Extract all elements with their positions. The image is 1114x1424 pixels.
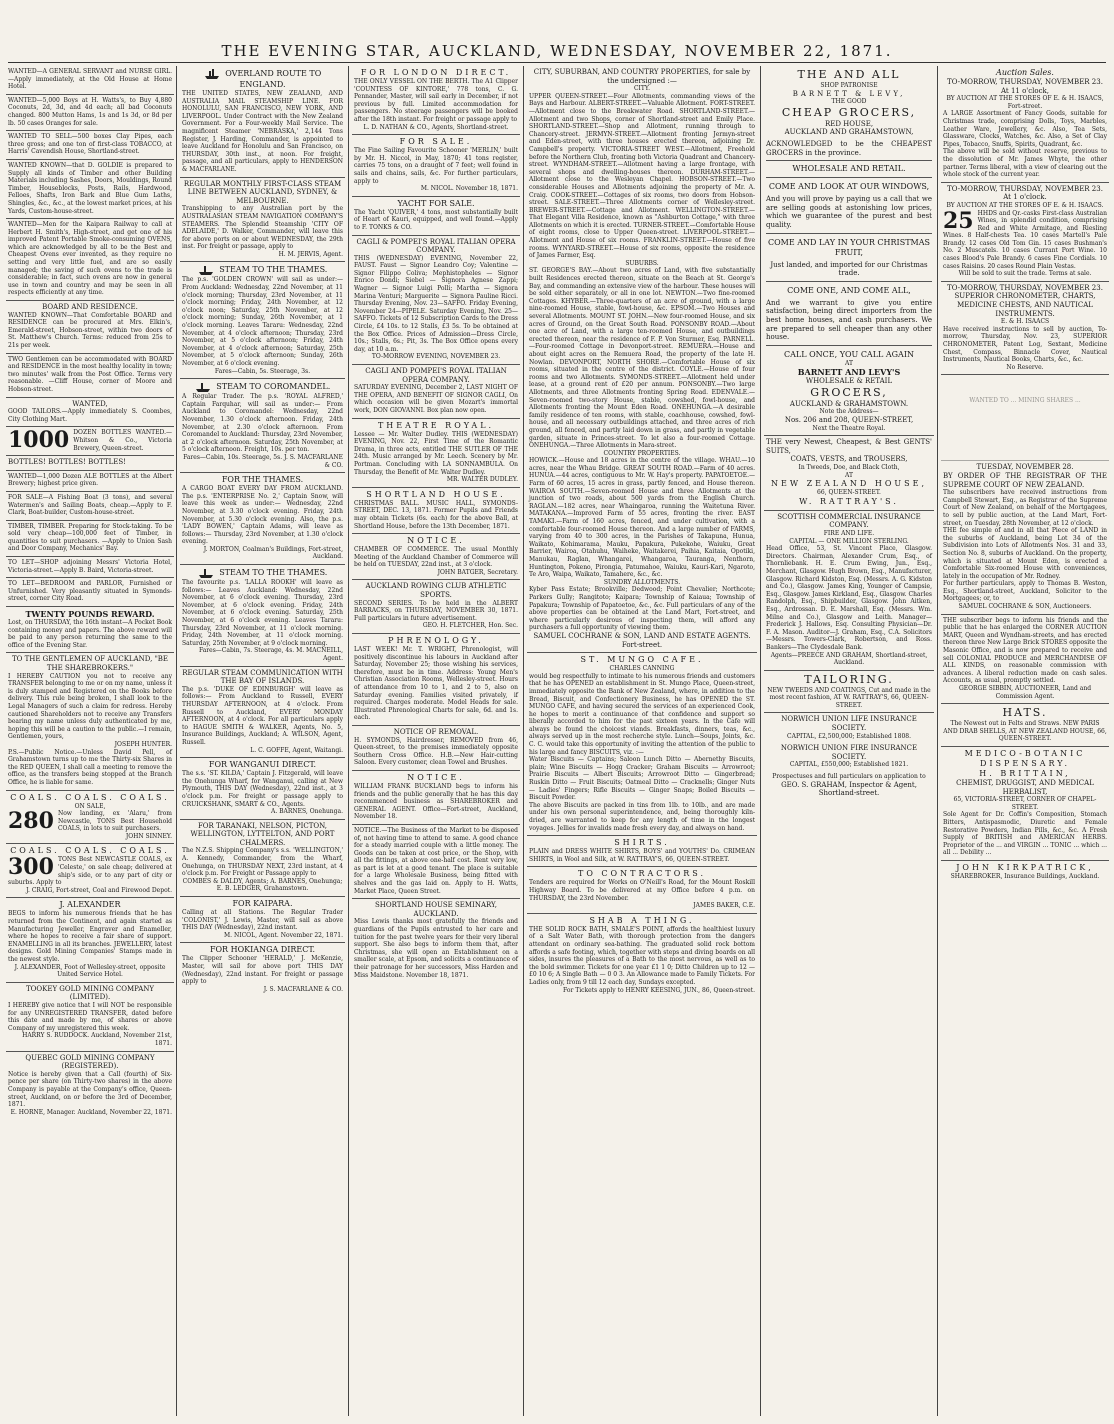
ad-heading: YACHT FOR SALE. — [397, 198, 475, 208]
ad-subheading: ON SALE, — [74, 802, 106, 810]
ad-text: THE SOLID ROCK BATH, SMALE'S POINT, affords the healthiest luxury of a Salt Water Bath, with thorough protection from the dangers attendant on ordinary sea-bathing. The graduated solid rock bottom affords a safe footing, which, together with steps and diving boards on all sides, insures the pleasures of a Bath to the most nervous, as well as to the bold swimmer. Tickets for one year £1 1 0; Ditto Children up to 12 — £0 10 6; A Single Bath — 0 0 3. An Allowance made to Family Tickets. For Ladies only, from 9 till 12 each day, Sundays excepted. — [529, 925, 755, 986]
ad-number: 25 — [943, 207, 974, 234]
ad-heading: J. ALEXANDER — [59, 900, 121, 910]
ad-subheading: BY AUCTION AT THE STORES OF E. & H. ISAACS. — [946, 201, 1104, 209]
ad-signature: JOHN BATGER, Secretary. — [437, 568, 518, 576]
ad-heading: TAILORING. — [804, 672, 894, 686]
ad-text: And we warrant to give you entire satisfaction, being direct importers from the best home houses, and cash purchasers. We are prepared to sell cheaper than any other house. — [766, 298, 932, 342]
ad-signature: L. C. GOFFE, Agent, Waitangi. — [250, 746, 343, 754]
ad-subheading: TO-MORROW, THURSDAY, NOVEMBER 23. — [947, 283, 1103, 292]
ad-kirkpatrick — [941, 861, 1109, 884]
ad-text: UPPER QUEEN-STREET.—Four Allotments, commanding views of the Bays and Harbour. ALBERT-STREET.—Valuable Allotment. FORT-STREET.—Allotment close to the Breakwater Road. SHORTLAND-STREET.—Allotment and two Shops, corner of Shortland-street and Emily Place. SHORTLAND-STREET.—Shop and Allotment, running through to Chancery-street. JERMYN-STREET.—Allotment fronting Jermyn-street and Eden-street, with three houses erected thereon, adjoining Dr. Campbell's property. VICTORIA-STREET WEST.—Allotment, Freehold before the Northern Club, fronting both Victoria Quadrant and Chancery-street. WYNDHAM-STREET.—Allotment having a large frontage, with several shops and dwelling-houses thereon. DURHAM-STREET.—Allotment close to the Wesleyan Chapel. HOBSON-STREET.—Two considerable Houses and Allotments adjoining the property of Mr. A. Craig. COOK-STREET.—Cottages of six rooms, two doors from Hobson-street. SALE-STREET.—Three Allotments corner of Wellesley-street. BREWER-STREET.—Cottage and Allotment. WELLINGTON-STREET.—That Elegant Villa Residence, known as "Ashburton Cottage," with three Allotments on which it is erected. TURNER-STREET.—Comfortable House of eight rooms, close to Upper Queen-street. LIVERPOOL-STREET.—Allotment and House of six rooms. FRANKLIN-STREET.—House of five rooms. WYNYARD-STREET.—House of six rooms, opposite the residence of James Farmer, Esq. — [529, 92, 755, 260]
ad-signature: GEORGE SIBBIN, AUCTIONEER, Land and Commission Agent. — [958, 685, 1092, 700]
ad-islands — [180, 667, 345, 759]
ad-text: Next the Theatre Royal. — [812, 424, 886, 432]
ad-subheading: WHOLESALE AND RETAIL. — [766, 160, 932, 178]
ad-subheading: CAPITAL — ONE MILLION STERLING. — [789, 537, 909, 545]
column-3 — [352, 66, 520, 1416]
ad-text: The above will be sold without reserve, previous to the dissolution of Mr. James Whyte, the other partner. Terms liberal, with a view of clearing out the whole stock of the current year. — [943, 148, 1107, 179]
ad-heading: NORWICH UNION LIFE INSURANCE SOCIETY. — [781, 715, 917, 733]
ad-text: WANTED KNOWN—that D. GOLDIE is prepared to Supply all kinds of Timber and other Building Materials including Sashes, Doors, Mouldings, Round Timber, Houseblocks, Posts, Rails, Hardwood, Felloes, Shafts, Iron Bark and Blue Gum Laths, Shingles, &c., &c., at the lowest market prices, at his Yards, Custom-house-street. — [8, 161, 172, 215]
ad-heading: STEAM TO THE THAMES. — [219, 265, 328, 275]
ad-subheading: FIRE AND LIFE. — [823, 530, 875, 537]
ad-shop — [6, 557, 174, 578]
ad-coals-2 — [6, 844, 174, 898]
ad-heading: FOR KAIPARA. — [232, 899, 293, 909]
ad-signature: H. M. JERVIS, Agent. — [278, 250, 343, 258]
ad-heading: FOR HOKIANGA DIRECT. — [209, 945, 316, 955]
ad-auction-2 — [941, 183, 1109, 282]
ad-text: The p.s. 'DUKE OF EDINBURGH' will leave as follows:— From Auckland to Russell, EVERY THURSDAY AFTERNOON, at 4 o'clock. From Russell to Auckland, EVERY MONDAY AFTERNOON, at 4 o'clock. For all particulars apply to HAGUE SMITH & WALKER, Agents, No. 5, Insurance Buildings, Auckland; A. WILSON, Agent, Russell. — [182, 685, 343, 746]
ad-boat — [6, 492, 174, 521]
ad-subheading: CITY. — [633, 85, 651, 93]
ad-heading: TWENTY POUNDS REWARD. — [25, 609, 155, 620]
ad-text: Tenders are required for Works on O'Neill's Road, for the Mount Roskill Highway Board. To be delivered at my Office before 4 p.m. on THURSDAY, the 23rd November. — [529, 879, 755, 902]
ad-text: I HEREBY give notice that I will NOT be responsible for any UNREGISTERED TRANSFER, dated before this date and made by me, of shares or above Company of my unregistered this week. — [8, 1001, 172, 1032]
ad-phrenology — [352, 634, 520, 726]
ad-text: Calling at all Stations. The Regular Trader 'COLONIST,' J. Lewis, Master, will sail as above THIS DAY (Wednesday), 22nd instant. — [182, 909, 343, 932]
ad-text: TIMBER, TIMBER. Preparing for Stock-taking. To be sold very cheap—100,000 feet of Timber, in quantities to suit purchasers. —Apply to Union Sash and Door Company, Mechanics' Bay. — [8, 522, 172, 553]
ad-signature: JOHN SINNEY. — [125, 832, 172, 840]
ad-properties — [527, 66, 757, 653]
ad-text: THE UNITED STATES, NEW ZEALAND, AND AUSTRALIA MAIL STEAMSHIP LINE. FOR HONOLULU, SAN FRANCISCO, NEW YORK, AND LIVERPOOL. Under Contract with the New Zealand Government. For a Four-weekly Mail Service. The magnificent Steamer 'NEBRASKA,' 2,144 Tons Register, J. Harding, Commander, is appointed to leave Auckland for Honolulu and San Francisco, on THURSDAY, 30th inst., at noon. For freight, passage, and all particulars, apply to HENDERSON & MACFARLANE. — [182, 90, 343, 173]
ad-subheading: COME AND LOOK AT OUR WINDOWS, — [768, 182, 930, 192]
ad-text: Miss Lewis thanks most gratefully the friends and guardians of the Pupils entrusted to her care and tuition for the past twelve years for their very liberal support. She also begs to inform them that, after Christmas, she will open an Establishment on a smaller scale, at Epsom, and solicits a continuance of their patronage for her successors, Miss Harden and Miss Maidstone. November 18, 1871. — [354, 918, 518, 979]
ad-heading: COALS. COALS. COALS. — [10, 846, 170, 856]
ad-text: BEGS to inform his numerous friends that he has returned from the Continent, and again started as Manufacturing Jeweller, Engraver and Enameller, where he hopes to receive a fair share of support. ENAMELLING in all its branches. JEWELLERY, latest designs. Gold Mining Companies' Stamps made in the newest style. — [8, 910, 172, 963]
ad-subheading: WHOLESALE & RETAIL — [805, 377, 893, 386]
ad-shortland — [352, 488, 520, 534]
ad-subheading: CALL ONCE, YOU CALL AGAIN — [766, 345, 932, 360]
ad-text: PLAIN and DRESS WHITE SHIRTS, BOYS' and YOUTHS' Do. CRIMEAN SHIRTS, in Wool and Silk, at W. RATTRAY'S, 66, QUEEN-STREET. — [529, 848, 755, 863]
column-2 — [180, 66, 345, 1416]
ad-heading: NOTICE. — [407, 772, 465, 782]
ad-heading: STEAM TO THE THAMES. — [219, 568, 328, 578]
ad-text: For further particulars, apply to Thomas B. Weston, Esq., Shortland-street, Auckland, Solicitor to the Mortgagees; or, to — [943, 580, 1107, 603]
masthead — [0, 0, 1114, 60]
ad-heading: NORWICH UNION FIRE INSURANCE SOCIETY. — [780, 744, 918, 761]
ad-heading: CITY, SUBURBAN, AND COUNTRY PROPERTIES, for sale by the undersigned :— — [533, 68, 751, 85]
ad-text: THE ONLY VESSEL ON THE BERTH. The A1 Clipper 'COUNTESS OF KINTORE,' 778 tons, C. G. Pennander, Master, will sail early in December, if not previous by full. Limited accommodation for passengers. No steerage passengers will be booked after the 18th instant. For freight or passage apply to — [354, 78, 518, 123]
ad-quebec — [6, 1052, 174, 1120]
ad-barnett-levy — [764, 66, 934, 436]
ad-heading: SHORTLAND HOUSE. — [366, 489, 506, 499]
ad-heading: NOTICE. — [407, 536, 465, 546]
ad-text: LAST WEEK! Mr. T. WRIGHT, Phrenologist, will positively discontinue his labours in Auckland after Saturday, November 25; those wishing his services, therefore, must be in time. Address: Young Men's Christian Association Rooms, Wellesley-street. Hours of attendance from 10 to 1, and 2 to 5, also on Saturday evening. Families visited privately, if required. Charges moderate. Model Heads for sale. Illustrated Phrenological Charts for sale, 6d. and 1s. each. — [354, 646, 518, 722]
steamship-icon — [198, 264, 214, 276]
ad-signature: Fares—Cabin, 10s. Steerage, 5s. J. S. MACFARLANE & CO. — [183, 453, 343, 469]
ad-text: The Fine Sailing Favourite Schooner 'MERLIN,' built by Mr. H. Niccol, in May, 1870; 41 tons register, carries 75 tons, on a draught of 7 feet; well found in sails and chains, sails, &c. For further particulars, apply to — [354, 147, 518, 185]
ad-theatre — [352, 419, 520, 488]
ad-text: Water Biscuits — Captains; Saloon Lunch Ditto — Abernethy Biscuits, plain; Wine Biscuits — Hogg Cracker; Graham Biscuits — Arrowroot; Prairie Biscuits — Albert Biscuits; Arrowroot Ditto — Gingerbread; Ruskin Ditto — Fruit Biscuits; Oatmeal Ditto — Cracknells; Ginger Nuts — Ladies' Fingers; Rifle Biscuits — Ginger Snaps; Boiled Biscuits — Biscuit Powder. — [529, 756, 755, 802]
ad-text: Lost, on THURSDAY, the 16th instant—A Pocket Book containing money and papers. The above reward will be paid to any person returning the same to the office of the Evening Star. — [8, 619, 172, 649]
ad-text: P.S.—Public Notice.—Unless David Pell, of Grahamstown turns up to me the Thirty-six Shares in the RED QUEEN, I shall call a meeting to remove the office, as the transfers being stopped at the Branch Office, he is liable for same. — [8, 748, 172, 786]
ad-opera — [352, 236, 520, 366]
ad-lalla — [180, 565, 345, 667]
ad-signature: L. D. NATHAN & CO., Agents, Shortland-street. — [363, 123, 509, 131]
ad-caution — [6, 653, 174, 790]
ad-heading: FOR THE THAMES. — [221, 475, 304, 485]
ad-subheading: COUNTRY PROPERTIES. — [603, 449, 681, 457]
ad-auction-3 — [941, 282, 1109, 376]
ad-hokianga — [180, 943, 345, 996]
ad-servant — [6, 66, 174, 95]
ad-text: The above Biscuits are packed in tins from 1lb. to 10lb., and are made under his own personal superintendence, and, being thoroughly kiln-dried, are warranted to keep for any length of time in the longest voyages. Jellies for invalids made fresh every day, and always on hand. — [529, 801, 755, 832]
ad-text: Note the Address— — [819, 408, 879, 416]
masthead-title: THE EVENING STAR, AUCKLAND, WEDNESDAY, NOVEMBER 22, 1871. — [221, 42, 893, 60]
ad-text: TONS Best NEWCASTLE COALS, ex 'Celeste,' on sale cheap; delivered at ship's side, or to any part of city or suburbs. Apply to — [8, 856, 172, 887]
ad-norwich — [764, 713, 934, 800]
ad-heading: THEATRE ROYAL. — [377, 420, 495, 430]
ad-text: 65, VICTORIA-STREET, CORNER OF CHAPEL-STREET. — [953, 796, 1097, 811]
column-rule — [176, 66, 177, 1416]
ad-text: WANTED TO ... MINING SHARES ... — [969, 397, 1081, 405]
ad-text: In Tweeds, Doe, and Black Cloth, — [798, 464, 900, 472]
column-1 — [6, 66, 174, 1416]
ad-heading: SUPERIOR CHRONOMETER, CHARTS, MEDICINE CHESTS, AND NAUTICAL INSTRUMENTS. — [954, 292, 1096, 318]
ad-signature: J. S. MACFARLANE & CO. — [263, 985, 343, 993]
ad-auction-4 — [941, 461, 1109, 614]
ad-signature: A. BARNES, Onehunga. — [271, 808, 343, 816]
ad-subheading: SUNDRY ALLOTMENTS. — [603, 578, 681, 586]
ad-signature: J. ALEXANDER, Foot of Wellesley-street, opposite United Service Hotel. — [14, 963, 166, 979]
ad-signature: J. MORTON, Coalman's Buildings, Fort-street, Auckland. — [203, 545, 343, 561]
ad-text: ST. GEORGE'S BAY.—About two acres of Land, with five substantially built Residences erected thereon, situate on the Beach at St. George's Bay, and commanding an extensive view of the harbour. These houses will be sold either separately, or all in one lot. NEWTON.—Two fine-roomed Cottages. KHYBER.—Three-quarters of an acre of ground, with a large nine-roomed House, stable, fowl-house, &c. EPSOM.—Two Houses and several Allotments. MOUNT ST. JOHN.—New four-roomed House, and six acres of Ground, on the Great South Road. PONSONBY ROAD.—About one acre of Land, with a large ten-roomed House, and outbuildings erected thereon, near the residence of F. P. Von Sturmer, Esq. PARNELL.—Four-roomed Cottage in Devonport-street. REMUERA.—House and about eight acres on the Remuera Road, the property of the late H. Nowlan. DEVONPORT, NORTH SHORE.—Comfortable House of six rooms, situated in the centre of the district. COYLE.—House of four rooms and two Allotments. SYMONDS-STREET.—Allotment held under lease, at a ground rent of £20 per annum. PONSONBY.—Two large Allotments, and three Allotments fronting Spring Road. EDENVALE.—Seven-roomed two-story House, stable, cowshed, fowl-house, and Allotments fronting the Mount Eden Road. ONEHUNGA.—A desirable family residence of ten rooms, with stable, coachhouse, cowshed, fowl-house, and all necessary outbuildings attached, and three acres of rich ground, all fenced, and partly laid down in grass, and partly in vegetable garden, situate in Princes-street. To let also a four-roomed Cottage. ONEHUNGA.—Three Allotments in Mara-street. — [529, 267, 755, 450]
ad-tailoring — [764, 671, 934, 714]
ad-subheading: H. BRITTAIN, — [979, 768, 1071, 778]
ad-subheading: SUBURBS. — [625, 259, 659, 267]
ad-signature: Agents—PREECE AND GRAHAM, Shortland-street, Auckland. — [770, 651, 928, 667]
ad-text: No Reserve. — [1006, 363, 1044, 371]
ad-heading: TO THE GENTLEMEN OF AUCKLAND, "BE THE SHAREBROKERS." — [11, 655, 169, 672]
ad-heading-row — [182, 68, 343, 90]
ad-signature: W. RATTRAY'S. — [799, 496, 899, 506]
ad-signature: GEO. S. GRAHAM, Inspector & Agent, Shortland-street. — [781, 780, 917, 798]
ad-notice2 — [352, 771, 520, 825]
ad-text: would beg respectfully to intimate to his numerous friends and customers that he has OPENED an establishment in St. Mungo Place, Queen-street, immediately opposite the Bank of New Zealand, where, in addition to the Bread, Biscuit, and Confectionery Business, he has OPENED the ST. MUNGO CAFE, and having secured the services of an experienced Cook, he hopes to merit a continuance of that confidence and support so liberally accorded to him for the past sixteen years. In the Cafe will always be found the choicest viands. Breakfasts, dinners, teas, &c., always served up in the most recherche style. Lunch—Soups, Joints, &c. C. C. would take this opportunity of inviting the attention of the public to his large and fancy BISCUITS, viz. :— — [529, 672, 755, 756]
ad-forthames — [180, 473, 345, 565]
ad-heading: OVERLAND ROUTE TO ENGLAND. — [225, 69, 322, 89]
ad-tosell — [6, 131, 174, 160]
ad-text: DOZEN BOTTLES WANTED.—Whitson & Co., Victoria Brewery, Queen-street. — [73, 429, 172, 452]
ad-text: GOOD TAILORS.—Apply immediately S. Coombes, City Clothing Mart. — [8, 408, 172, 423]
ad-heading-row — [182, 381, 343, 393]
ad-subheading: BARNETT & LEVY, — [792, 89, 906, 98]
ad-subheading: CHEMIST, DRUGGIST, AND MEDICAL HERBALIST, — [956, 778, 1094, 796]
ad-heading: THE AND ALL — [797, 68, 901, 81]
ad-market — [352, 825, 520, 899]
ad-heading: STEAM TO COROMANDEL. — [216, 382, 331, 392]
ad-bottles — [6, 427, 174, 456]
ad-auction-1 — [941, 66, 1109, 183]
ad-bathing — [527, 914, 757, 997]
ad-heading: FOR LONDON DIRECT. — [360, 68, 512, 77]
ad-text: The N.Z.S. Shipping Company's s.s. 'WELLINGTON,' A. Kennedy, Commander, from the Wharf, Onehunga, on THURSDAY NEXT, 23rd instant, at 4 o'clock p.m. For Freight or Passage apply to — [182, 847, 343, 878]
ad-text: CAPITAL, £2,500,000; Established 1808. — [787, 732, 911, 740]
ad-text: The s.s. 'ST. KILDA,' Captain J. Fitzgerald, will leave the Onehunga Wharf, for Wanganui, calling at New Plymouth, THIS DAY (Wednesday), 22nd inst., at 3 o'clock p.m. For freight or passage apply to CRUICKSHANK, SMART & CO., Agents. — [182, 770, 343, 808]
ad-overland — [180, 66, 345, 178]
ad-subheading: AUCKLAND & GRAHAMSTOWN. — [789, 399, 909, 408]
column-rule — [760, 66, 761, 1416]
ad-subheading: NEW ZEALAND HOUSE, — [771, 479, 927, 489]
ad-signature: Fares—Cabin, 7s. Steerage, 4s. M. MACNEILL, Agent. — [198, 647, 343, 662]
ad-text: SATURDAY EVENING, December 2, LAST NIGHT OF THE OPERA, AND BENEFIT OF SIGNOR CAGLI, On which occasion will be given Mozart's immortal work, DON GIOVANNI. Box plan now open. — [354, 384, 518, 414]
ad-subheading: COME ONE, AND COME ALL, — [766, 281, 932, 296]
ad-text: WANTED—1,000 Dozen ALE BOTTLES at the Albert Brewery; highest price given. — [8, 472, 172, 488]
ad-heading: CAGLI & POMPEI'S ROYAL ITALIAN OPERA COMPANY. — [356, 237, 516, 255]
ad-signature: Fares—Cabin, 5s. Steerage, 3s. — [214, 367, 311, 375]
ad-number: 1000 — [8, 427, 70, 454]
ad-heading: FOR SALE. — [399, 137, 473, 147]
ad-text: The p.s. 'GOLDEN CROWN' will sail as under:— From Auckland: Wednesday, 22nd November, at 11 o'clock morning; Thursday, 23rd November, at 11 o'clock morning; Friday, 24th November, at 12 o'clock noon; Saturday, 25th November, at 12 o'clock morning; Sunday, 26th November, at 1 o'clock morning. Leaves Tararu: Wednesday, 22nd November, at 4 o'clock afternoon; Thursday, 23rd November, at 5 o'clock afternoon; Friday, 24th November, at 4 o'clock afternoon; Saturday, 25th November, at 5 o'clock afternoon; Sunday, 26th November, at 6 o'clock evening. — [182, 276, 343, 367]
ad-text: THIS (WEDNESDAY) EVENING, November 22, FAUST. Faust — Signor Leandro Coy; Valentine — Signor Filippo Coliva; Mephistopheles — Signor Enrico Dondi; Siebel — Signora Agnese Zappi; Wagner — Signor Luigi Polli; Martha — Signora Marina Venturi; Marguerite — Signora Pauline Ricci. Thursday Evening, Nov. 23—SAFFO. Friday Evening, November 24—PIPELE. Saturday Evening, Nov. 25—SAFFO. Tickets of 12 Subscription Cards to the Dress Circle, £4 10s. to 12 Stalls, £3 5s. To be obtained at the Box Office. Prices of Admission—Dress Circle, 10s.; Stalls, 6s.; Pit, 3s. The Box Office opens every day, at 10 a.m. — [354, 254, 518, 353]
ad-coconuts — [6, 95, 174, 131]
ad-text: TO LET—BEDROOM and PARLOR, Furnished or Unfurnished. Very pleasantly situated in Symonds-street, corner City Road. — [8, 580, 172, 603]
ad-text: WANTED—5,000 Boys at H. Watts's, to Buy 4,880 Coconuts, 2d, 3d, and 4d each; all bad Coconuts changed. 800 Mutton Hams, 1s and 1s 3d, or 8d per lb. 50 cases Oranges for sale. — [8, 96, 172, 127]
ad-text: WILLIAM FRANK BUCKLAND begs to inform his friends and the public generally that he has this day recommenced business as SHAREBROKER and GENERAL AGENT. Office—Fort-street, Auckland, November 18. — [354, 782, 518, 821]
ad-heading: WANTED, — [72, 399, 108, 408]
ad-text: HHDS and Qr.-casks First-class Australian Wines, in splendid condition, comprising Red and White Armitage, and Riesling Wines. 8 Half-chests Tea. 10 cases Martell's Pale Brandy. 12 cases Old Tom Gin. 15 cases Bushman's No. 2 Muscatels. 10 cases Currant Port Wine. 10 cases Blood's Pale Brandy. 6 cases Fine Cordials. 10 cases Raisins. 20 cases Round Plain Vestas. — [943, 209, 1107, 270]
ad-tailors — [6, 398, 174, 428]
column-4 — [527, 66, 757, 1416]
ad-text: Head Office, 53, St. Vincent Place, Glasgow. Directors. Chairman, Alexander Crum, Esq., of Thornliebank. H. E. Crum Ewing, Jun., Esq., Merchant, Glasgow. Hugh Brown, Esq., Manufacturer, Glasgow. Richard Kidston, Esq. (Messrs. A. G. Kidston and Co.), Glasgow. James King, Younger of Campsie, Esq., Glasgow. James Kirkland, Esq., Glasgow. Charles Randolph, Esq., Shipbuilder, Glasgow. John Aitken, Esq., Ardrossan. D. E. Marshall, Esq. (Messrs. Wm. Milne and Co.), Glasgow and Leith. Manager—Frederick J. Hallows, Esq. Consulting Physician—Dr. F. A. Mason. Auditor—J. Graham, Esq., C.A. Solicitors—Messrs. Towers-Clark, Robertson, and Ross. Bankers—The Clydesdale Bank. — [766, 545, 932, 651]
ad-rowing — [352, 580, 520, 634]
ad-text: AT — [844, 471, 853, 479]
ad-subheading: TO-MORROW, THURSDAY, NOVEMBER 23. At 1 o'clock. — [947, 184, 1103, 202]
ad-text: Nos. 206 and 208, QUEEN-STREET, — [784, 416, 914, 425]
ad-text: Have received instructions to sell by auction, To-morrow, Thursday, Nov. 23, SUPERIOR CHRONOMETER, Patent Log, Sextant, Medicine Chest, Compass, Binnacle Cover, Nautical Instruments, Nautical Books, Charts, &c., &c. — [943, 325, 1107, 364]
ad-text: TO LET—SHOP adjoining Messrs' Victoria Hotel, Victoria-street.—Apply B. Baird, Victoria-street. — [8, 559, 172, 574]
ad-notice — [352, 534, 520, 580]
ad-hats — [941, 704, 1109, 747]
ad-text: FOR SALE—A Fishing Boat (3 tons), and several Watermen's and Sailing Boats, cheap.—Apply to F. Clark, Boat-builder, Custom-house-street. — [8, 493, 172, 517]
ad-taranaki — [180, 820, 345, 897]
ad-medico — [941, 747, 1109, 861]
ad-signature: SAMUEL COCHRANE & SON, LAND AND ESTATE AGENTS. Fort-street. — [533, 631, 751, 649]
column-6 — [941, 66, 1109, 1416]
ad-text: The Clipper Schooner 'HERALD,' J. McKenzie, Master, will sail for above port THIS DAY (Wednesday), 22nd instant. For freight or passage apply to — [182, 955, 343, 986]
ad-sibbin — [941, 615, 1109, 705]
ad-contractors — [527, 867, 757, 913]
ad-text: NOTICE.—The Business of the Market to be disposed of, not having time to attend to same. A good chance for a steady married couple with a little money. The Goods can be taken at cost price, or the Shop, with all the fittings, at above one-half cost. Rent very low, as part is let at a good tenant. The place is suitable for a large Wholesale Business, being fitted with shelves and the gas laid on. Apply to H. Watts, Market Place, Queen Street. — [354, 826, 518, 895]
column-5 — [764, 66, 934, 1416]
ad-subheading: THE GOOD — [831, 98, 867, 106]
ad-heading: FOR TARANAKI, NELSON, PICTON, WELLINGTON, LYTTELTON, AND PORT CHALMERS. — [190, 821, 335, 847]
ad-heading: Auction Sales. — [996, 68, 1054, 77]
ad-signature: M. NICOL, Agent. November 22, 1871. — [224, 931, 343, 939]
ad-ale — [6, 471, 174, 492]
ad-text: And you will prove by paying us a call that we are selling goods at astonishing low prices, which we guarantee of the purest and best quality. — [766, 195, 932, 229]
ad-heading: SHORTLAND HOUSE SEMINARY, AUCKLAND. — [374, 901, 497, 918]
ad-scottish — [764, 511, 934, 671]
ad-text: SECOND SERIES. To be held in the ALBERT BARRACKS, on THURSDAY, NOVEMBER 30, 1871. Full particulars in future advertisement. — [354, 599, 518, 622]
ad-text: Kyber Pass Estate; Brookville; Dedwood; Point Chevalier; Northcote; Parkers Gully; Rangitoto; Kaipara; Township of Kaiaua; Township of Papakura; Township of Papatoetoe, &c., &c. Full particulars of any of the above properties can be obtained at the Land Mart, Fort-street, and where particularly desirous of inspecting them, will afford any purchasers a full opportunity of viewing them. — [529, 586, 755, 632]
ad-signature: For Tickets apply to HENRY KEESING, JUN., 86, Queen-street. — [563, 986, 755, 994]
ad-text: A CARGO BOAT EVERY DAY FROM AUCKLAND. The p.s. 'ENTERPRISE No. 2,' Captain Snow, will leave this week as under:— Wednesday, 22nd November, at 3.30 o'clock evening. Friday, 24th November, at 5.30 o'clock evening. Also, the p.s. 'LADY BOWEN,' Captain Adams, will leave as follows:— Thursday, 23rd November, at 1.30 o'clock evening. — [182, 485, 343, 546]
steamship-icon — [204, 68, 220, 80]
ad-signature: GEO. H. FLETCHER, Hon. Sec. — [422, 622, 518, 630]
ad-text: Will be sold to suit the trade. Terms at sale. — [958, 270, 1092, 278]
ad-subheading: E. & H. ISAACS — [1000, 318, 1050, 326]
ad-signature: MR. WALTER DUDLEY. — [446, 476, 518, 484]
column-rule — [523, 66, 524, 1416]
ad-subheading: TO-MORROW, THURSDAY, NOVEMBER 23. At 11 o'clock, — [947, 78, 1103, 95]
ad-thames — [180, 262, 345, 379]
ad-signature: COMBES & DALDY, Agents; A. BARNES, Onehunga; E. B. LEDGER, Grahamstown. — [182, 877, 343, 893]
ad-removal — [352, 726, 520, 771]
ad-text: Sole Agent for Dr. Coffin's Composition, Stomach Bitters, Antispasmodic, Diuretic and Female Restorative Powders, Indian Pills, &c., &c. A Fresh Supply of BRITISH and AMERICAN HERBS. Proprietor of the ... and VIRGIN ... TONIC ... which ... all ... Debility ... — [943, 811, 1107, 857]
ad-text: H. SYMONDS, Hairdresser, REMOVED from 46, Queen-street, to the premises immediately opposite Southern Cross Office. H.B.—New Hair-cutting Saloon. Every customer, clean Towel and Brushes. — [354, 736, 518, 767]
ad-subheading: CHARLES CANNING — [609, 665, 675, 673]
ad-heading: SCOTTISH COMMERCIAL INSURANCE COMPANY. — [777, 512, 921, 530]
ad-text: ACKNOWLEDGED to be the CHEAPEST GROCERS in the province. — [766, 139, 932, 157]
ad-heading: QUEBEC GOLD MINING COMPANY (REGISTERED). — [25, 1053, 155, 1071]
ad-goldie — [6, 160, 174, 219]
ad-text: The Newest out in Felts and Straws. NEW PARIS AND DRAB SHELLS, AT NEW ZEALAND HOUSE, 66, QUEEN-STREET. — [943, 720, 1107, 743]
masthead-rule — [8, 62, 1106, 63]
ad-heading: FOR WANGANUI DIRECT. — [208, 760, 317, 770]
ad-text: SHAREBROKER, Insurance Buildings, Auckland. — [950, 872, 1100, 880]
ad-subheading: AUCKLAND AND GRAHAMSTOWN, — [784, 128, 914, 137]
ad-coals-1 — [6, 791, 174, 845]
ad-signature: JOSEPH HUNTER. — [114, 740, 172, 748]
ad-bottles2 — [6, 456, 174, 471]
ad-board — [6, 301, 174, 354]
ad-faded — [941, 375, 1109, 461]
ad-heading: HATS. — [1002, 706, 1048, 720]
ad-note: TO-MORROW EVENING, NOVEMBER 23. — [371, 353, 501, 361]
ad-signature: M. NICOL. November 18, 1871. — [420, 185, 518, 193]
ad-heading: SHIRTS. — [614, 838, 670, 848]
ad-monthly — [180, 178, 345, 263]
ad-opera2 — [352, 365, 520, 419]
ad-heading: TO CONTRACTORS. — [577, 869, 707, 879]
ad-heading: NOTICE OF REMOVAL. — [393, 727, 479, 736]
ad-heading: COALS. COALS. COALS. — [10, 792, 170, 802]
ad-signature: JAMES BAKER, C.E. — [693, 902, 755, 910]
ad-signature: J. CRAIG, Fort-street, Coal and Firewood Depot. — [26, 886, 172, 894]
ad-text: CHRISTMAS BALL. MUSIC HALL, SYMONDS-STREET, DEC. 13, 1871. Former Pupils and Friends may obtain Tickets (6s. each) for the above Ball, at Shortland House, before the 13th December, 1871. — [354, 499, 518, 530]
ad-heading: SHAB A THING. — [589, 915, 695, 925]
ad-text: CHAMBER OF COMMERCE. The usual Monthly Meeting of the Auckland Chamber of Commerce will be held on TUESDAY, 22nd inst., at 3 o'clock. — [354, 546, 518, 569]
ad-text: Lessee — Mr. Walter Dudley. THIS (WEDNESDAY) EVENING, Nov. 22, First Time of the Romantic Drama, in three acts, entitled THE SUTLER OF THE 24th. Music arranged by Mr. Leech. Scenery by Mr. Portman. Concluding with LA SONNAMBULA. On Thursday, the Benefit of Mr. Walter Dudley. — [354, 430, 518, 476]
ad-subheading: COATS, VESTS, and TROUSERS, — [790, 455, 908, 464]
ad-reward — [6, 607, 174, 653]
ad-heading: REGULAR STEAM COMMUNICATION WITH THE BAY OF ISLANDS. — [182, 668, 343, 686]
ad-bedroom — [6, 578, 174, 607]
ad-london — [352, 66, 520, 135]
ad-text: A LARGE Assortment of Fancy Goods, suitable for Christmas trade, comprising Dolls, Toys, Marbles, Leather Ware, Jewellery, &c. Also, Tea Sets, Glassware, Clocks, Watches, &c. Also, a Set of Clay Pipes, Tobacco, Snuffs, Spirits, Quadrant, &c. — [943, 110, 1107, 148]
ad-forsale — [352, 135, 520, 197]
ad-subheading: SHOP PATRONISE — [820, 82, 878, 89]
ad-text: The Yacht 'QUIVER,' 4 tons, most substantially built of Heart of Kauri, equipped, and well found.—Apply to F. TONKS & CO. — [354, 208, 518, 231]
ad-seminary — [352, 899, 520, 982]
ad-heading: CAGLI AND POMPEI'S ROYAL ITALIAN OPERA COMPANY. — [365, 367, 507, 384]
column-rule — [348, 66, 349, 1416]
ad-signature: HARRY S. RUDDOCK. Auckland, November 21st, 1871. — [22, 1032, 172, 1047]
ad-text: Now landing, ex 'Alaru,' from Newcastle, TONS Best Household COALS, in lots to suit purchasers. — [57, 810, 172, 833]
ad-coromandel — [180, 379, 345, 473]
ad-subheading: COME AND LAY IN YOUR CHRISTMAS FRUIT, — [766, 233, 932, 258]
ad-shirts — [527, 836, 757, 867]
column-rule — [937, 66, 938, 1416]
ad-text: The favourite p.s. 'LALLA ROOKH' will leave as follows:— Leaves Auckland: Wednesday, 22nd November, at 6 o'clock evening. Thursday, 23rd November, at 6 o'clock evening. Friday, 24th November, at 6 o'clock evening. Saturday, 25th November, at 6 o'clock evening. Leaves Tararu: Thursday, 23rd November, at 11 o'clock morning. Friday, 24th November, at 11 o'clock morning. Saturday, 25th November, at 9 o'clock morning. — [182, 579, 343, 647]
ad-text: WANTED KNOWN—That Comfortable BOARD and RESIDENCE can be procured at Mrs. Elkin's, Emerald-street, Hobson-street, within two doors of St. Matthew's Church. Terms: reduced from 25s to 21s per week. — [8, 311, 172, 349]
ad-mungo — [527, 653, 757, 836]
ad-alexander — [6, 898, 174, 982]
ad-kaipara — [6, 219, 174, 301]
ad-number: 280 — [8, 808, 54, 835]
ad-heading: GROCERS, — [810, 385, 888, 399]
ad-text: Notice is hereby given that a Call (fourth) of Six-pence per share (on Thirty-two shares) in the above Company is payable at the Company's office, Queen-street, Auckland, on or before the 3rd of December, 1871. — [8, 1070, 172, 1109]
ad-heading: THE very Newest, Cheapest, & Best GENTS' SUITS, — [766, 438, 932, 455]
ad-text: The subscribers have received instructions from Campbell Stewart, Esq., as Registrar of the Supreme Court of New Zealand, on behalf of the Mortgagees, to sell by public auction, at the Land Mart, Fort-street, on Tuesday, 28th November, at 12 o'clock. — [943, 489, 1107, 527]
ad-nz-house — [764, 436, 934, 511]
ad-signature: SAMUEL COCHRANE & SON, Auctioneers. — [958, 603, 1092, 611]
ad-heading: BOTTLES! BOTTLES! BOTTLES! — [8, 458, 126, 467]
ad-subheading: BY AUCTION AT THE STORES OF E. & H. ISAACS, Fort-street. — [946, 95, 1104, 110]
ad-text: I HEREBY CAUTION you not to receive any TRANSFER belonging to me or on my name, unless it is duly stamped and Registered on the Books before delivery. This rule being broken, I shall look to the Legal Managers of such a claim for redress. Hereby cautioned Shareholders not to receive any Transfers bearing my name unless duly authenticated by me, hoping this will be a caution to the public.—I remain, Gentlemen, yours, — [8, 672, 172, 741]
ad-tookey — [6, 983, 174, 1052]
ad-yacht — [352, 197, 520, 236]
ad-heading: CHEAP GROCERS, — [781, 105, 917, 119]
ad-timber — [6, 521, 174, 557]
ad-subheading: TUESDAY, NOVEMBER 28. — [976, 463, 1074, 472]
ad-heading: REGULAR MONTHLY FIRST-CLASS STEAM LINE BETWEEN AUCKLAND, SYDNEY, & MELBOURNE. — [183, 179, 342, 205]
ad-signature: E. HORNE, Manager. Auckland, November 22, 1871. — [10, 1108, 172, 1116]
ad-heading: PHRENOLOGY. — [388, 636, 484, 646]
ad-heading: BY ORDER OF THE REGISTRAR OF THE SUPREME COURT OF NEW ZEALAND. — [943, 471, 1107, 489]
ad-subheading: RED HOUSE, — [824, 119, 874, 128]
ad-text: TWO Gentlemen can be accommodated with BOARD and RESIDENCE in the most healthy locality in town; two minutes' walk from the Post Office. Terms very reasonable. —Cliff House, corner of Moore and Hobson-street. — [8, 355, 172, 393]
ad-text: 66, QUEEN-STREET. — [817, 489, 881, 497]
ad-text: A Regular Trader. The p.s. 'ROYAL ALFRED,' Captain Farquhar, will sail as under:— From Auckland to Coromandel: Wednesday, 22nd November, 1.30 o'clock afternoon. Friday, 24th November, at 2.30 o'clock afternoon. From Coromandel to Auckland: Thursday, 23rd November, at 2 o'clock afternoon. Saturday, 25th November, at 5 o'clock afternoon. Freight, 10s. per ton. — [182, 393, 343, 454]
steamship-icon — [195, 381, 211, 393]
ad-text: Just landed, and imported for our Christmas trade. — [770, 260, 928, 278]
ad-heading: BOARD AND RESIDENCE. — [42, 303, 138, 312]
ad-text: WANTED—Men for the Kaipara Railway to call at Herbert H. Smith's, High-street, and get one of his improved Patent Portable Smoke-consuming OVENS, which are acknowledged by all to be the Best and Cheapest Ovens ever invented, as they require no setting and very little fuel, and are so easily managed; the saving of such ovens to the trade is considerable; in fact, such ovens are now in general use in town and country and may be seen in all respects efficiently at any time. — [8, 221, 172, 297]
ad-text: NEW TWEEDS AND COATINGS, Cut and made in the most recent fashion, AT W. RATTRAY'S, 66, QUEEN-STREET. — [767, 686, 931, 709]
ad-heading: ST. MUNGO CAFE. — [580, 655, 704, 665]
ad-wanganui — [180, 758, 345, 820]
ad-heading: TOOKEY GOLD MINING COMPANY (LIMITED). — [25, 984, 155, 1002]
ad-subheading: AT — [844, 359, 853, 367]
ad-heading: AUCKLAND ROWING CLUB ATHLETIC SPORTS. — [365, 582, 507, 600]
ad-text: CAPITAL, £550,000; Established 1821. — [789, 761, 909, 769]
ad-heading: BARNETT AND LEVY'S — [797, 367, 901, 378]
ad-heading-row — [182, 567, 343, 579]
ad-heading-row — [182, 264, 343, 276]
ad-number: 300 — [8, 854, 54, 881]
ad-text: WANTED—A GENERAL SERVANT and NURSE GIRL.—Apply immediately, at the Old House at Home Hotel. — [8, 68, 172, 91]
ad-kaipara-ship — [180, 897, 345, 943]
ad-text: THE subscriber begs to inform his friends and the public that he has enlarged the CORNER AUCTION MART, Queen and Wyndham-streets, and has erected thereon three New Large Brick STORES opposite the Masonic Office, and is now prepared to receive and sell COLONIAL PRODUCE and MERCHANDISE OF ALL KINDS, on reasonable commission with advances. A liberal reduction made on cash sales. Accounts, as usual, promptly settled. — [943, 616, 1107, 685]
ad-text: Prospectuses and full particulars on application to — [772, 773, 926, 781]
ad-text: Transhipping to any Australian port by the AUSTRALASIAN STEAM NAVIGATION COMPANY'S STEAMERS. The Splendid Steamship 'CITY OF ADELAIDE,' D. Walker, Commander, will leave this for above ports on or about WEDNESDAY, the 29th inst. For freight or passage, apply to — [182, 205, 343, 251]
ad-two-gentlemen — [6, 354, 174, 398]
steamship-icon — [198, 567, 214, 579]
ad-text: THE fee simple of and in all that Piece of LAND in the suburbs of Auckland, being Lot 34 of the Subdivision into Lots of Allotments Nos. 31 and 33, Section No. 8, suburbs of Auckland. On the property, which is situated at Mount Eden, is erected a Comfortable Six-roomed House with conveniences, lately in the occupation of Mr. Rodney. — [943, 527, 1107, 580]
ad-text: WANTED TO SELL—500 boxes Clay Pipes, each three gross; and one ton of first-class TOBACCO, at Harris' Cavendish House, Shortland-street. — [8, 133, 172, 156]
ad-heading: MEDICO-BOTANIC DISPENSARY. — [964, 748, 1086, 768]
ad-heading: JOHN KIRKPATRICK, — [956, 862, 1094, 872]
ad-text: HOWICK.—House and 18 acres in the centre of the village. WHAU.—10 acres, near the Whau Bridge. GREAT SOUTH ROAD.—Farm of 40 acres. HUNUA.—44 acres, contiguous to Mr. W. Hay's property. PAPATOETOE.—Farm of 60 acres, 15 acres in grass, partly fenced, and House thereon. WAIROA SOUTH.—Seven-roomed House and three Allotments at the junction of two roads, about 500 yards from the English Church. RAGLAN.—182 acres, near Whaingaroa, running the Waitetuna River. MATAKANA.—Improved Farm of 55 acres, fronting the river. EAST TAMAKI.—Farm of 160 acres, fenced, and under cultivation, with a comfortable four-roomed House thereon. And a large number of FARMS, varying from 40 to 300 acres, in the Parishes of Takapuna, Hunua, Waikato, Kohimarama, Mauku, Papakura, Pukekohe, Waiuku, Great Barrier, Wairoa, Otahuhu, Waiheke, Waitakerei, Paihia, Kaitaia, Opotiki, Manukau, Raglan, Whangarei, Whangaroa, Tauranga, Nenthorn, Huntington, Pokeno, Pirongia, Patumahoe, Waiuku, Kauri-Kari, Ngaroto, Te Aro, Waipa, Waikato, Tamahere, &c., &c. — [529, 457, 755, 579]
